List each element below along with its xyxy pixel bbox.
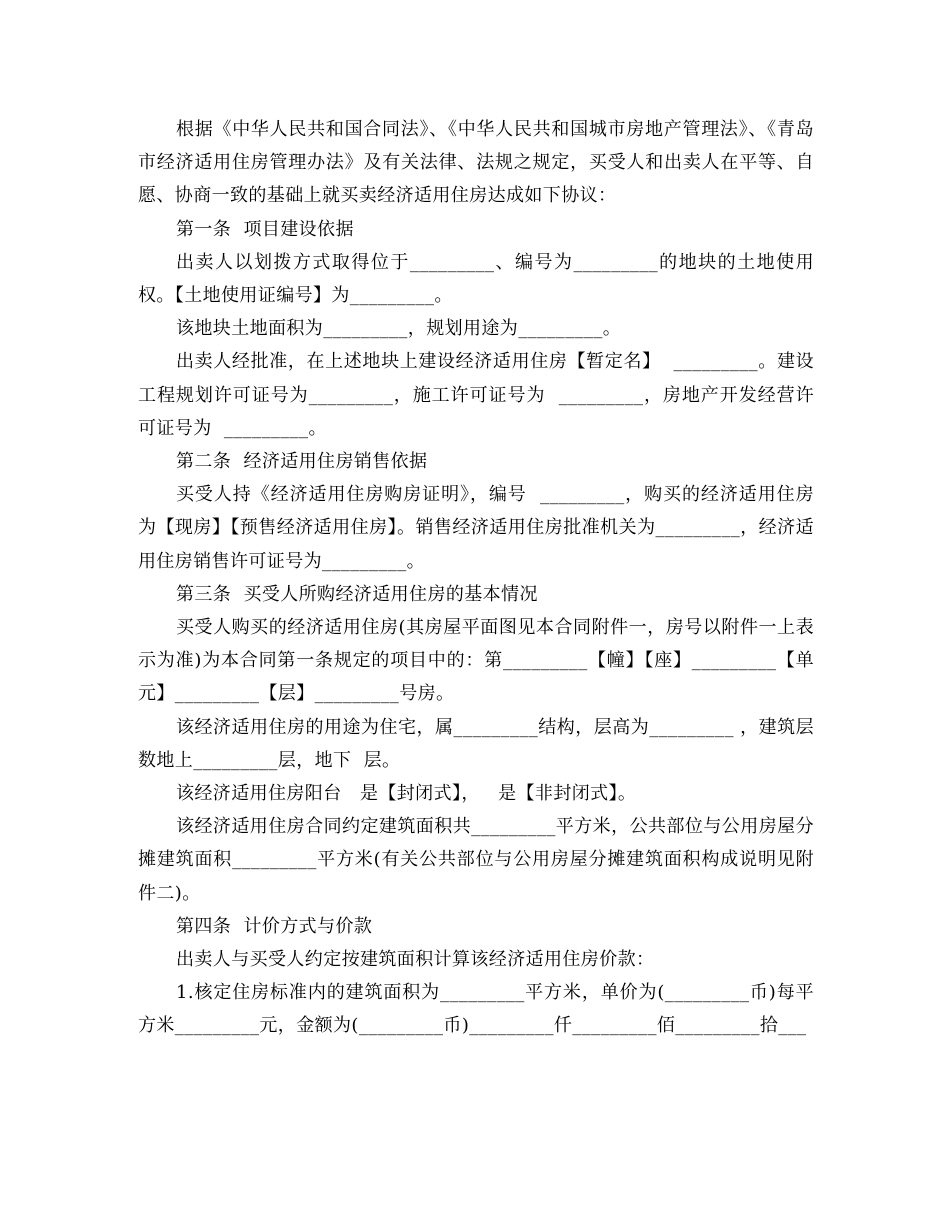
article-4-pricing-method: 出卖人与买受人约定按建筑面积计算该经济适用住房价款： [176, 949, 655, 971]
article-4-item-1: 1.核定住房标准内的建筑面积为_________平方米，单价为(_________币)每平方米_________元，金额为(_________币)_________仟_________佰_________拾___ [138, 982, 814, 1037]
article-3-balcony: 该经济适用住房阳台 是【封闭式】， 是【非封闭式】。 [176, 783, 637, 805]
article-1-land-area: 该地块土地面积为_________，规划用途为_________。 [176, 318, 622, 340]
article-3-heading: 第三条 买受人所购经济适用住房的基本情况 [176, 583, 538, 605]
article-1-land-rights: 出卖人以划拨方式取得位于_________、编号为_________的地块的土地使用权。【土地使用证编号】为_________。 [138, 251, 814, 307]
article-2-sales-basis: 买受人持《经济适用住房购房证明》，编号 _________，购买的经济适用住房为【现房】【预售经济适用住房】。销售经济适用住房批准机关为_________，经济适用住房销售许可证号为_________。 [138, 484, 814, 572]
contract-document [138, 113, 814, 1043]
article-3-structure: 该经济适用住房的用途为住宅，属_________结构，层高为_________ ，建筑层数地上_________层，地下 层。 [138, 716, 814, 771]
article-1-permits: 出卖人经批准，在上述地块上建设经济适用住房【暂定名】 _________。建设工程规划许可证号为_________，施工许可证号为 _________，房地产开发经营许可证号为 _________。 [138, 351, 814, 439]
article-2-heading: 第二条 经济适用住房销售依据 [176, 451, 428, 473]
article-4-heading: 第四条 计价方式与价款 [176, 915, 373, 937]
preamble-paragraph: 根据《中华人民共和国合同法》、《中华人民共和国城市房地产管理法》、《青岛市经济适用住房管理办法》及有关法律、法规之规定，买受人和出卖人在平等、自愿、协商一致的基础上就买卖经济适用住房达成如下协议： [138, 119, 814, 207]
article-3-floor-area: 该经济适用住房合同约定建筑面积共_________平方米，公共部位与公用房屋分摊建筑面积_________平方米(有关公共部位与公用房屋分摊建筑面积构成说明见附件二)。 [138, 816, 814, 904]
article-1-heading: 第一条 项目建设依据 [176, 218, 354, 240]
article-3-unit-location: 买受人购买的经济适用住房(其房屋平面图见本合同附件一，房号以附件一上表示为准)为本合同第一条规定的项目中的：第_________【幢】【座】_________【单元】_________【层】_________号房。 [138, 617, 814, 705]
